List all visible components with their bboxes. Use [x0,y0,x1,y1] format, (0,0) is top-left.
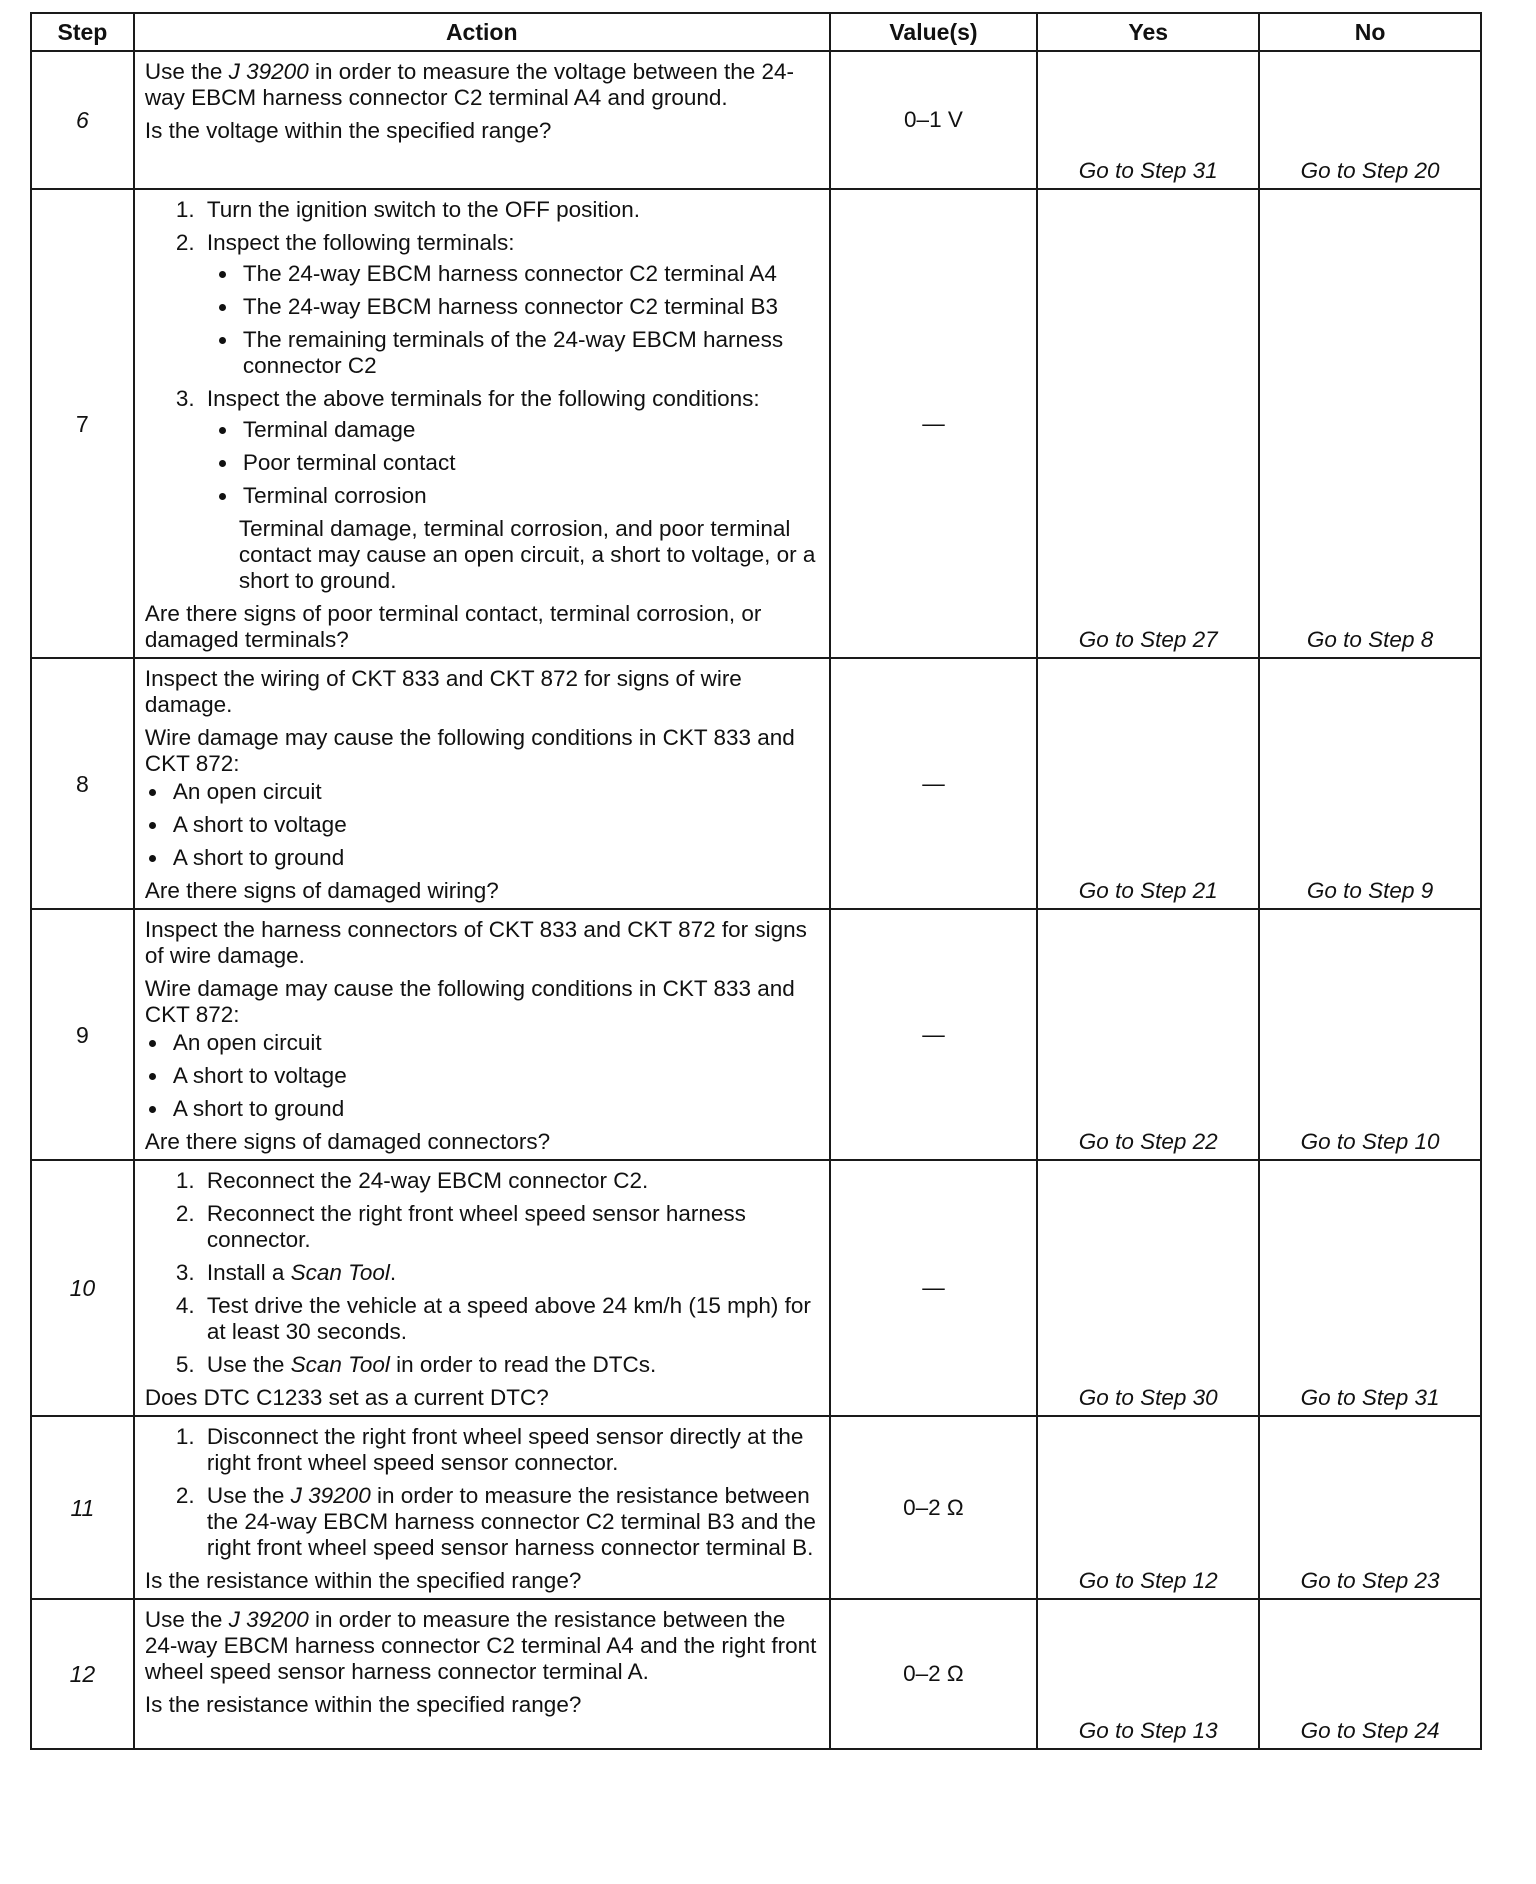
list-item: • A short to voltage [169,812,821,838]
tool-name: J 39200 [228,59,309,84]
no-link[interactable]: Go to Step 20 [1259,51,1481,189]
value-cell: 0–1 V [830,51,1038,189]
list-item: 3. Install a Scan Tool. [201,1260,821,1286]
action-intro: Inspect the harness connectors of CKT 833 and CKT 872 for signs of wire damage. [144,917,807,968]
list-item: • The remaining terminals of the 24-way EBCM harness connector C2 [239,327,821,379]
tool-name: Scan Tool [290,1352,390,1377]
terminal-list [207,261,821,379]
list-item: 2. Reconnect the right front wheel speed sensor harness connector. [201,1201,821,1253]
action-question: Is the voltage within the specified range? [144,118,552,143]
action-note: Terminal damage, terminal corrosion, and poor terminal contact may cause an open circuit, a short to voltage, or a short to ground. [238,516,816,593]
list-item: 5. Use the Scan Tool in order to read the DTCs. [201,1352,821,1378]
action-cell [134,1416,830,1599]
action-intro: Use the J 39200 in order to measure the resistance between the 24-way EBCM harness connector C2 terminal A4 and the right front wheel speed sensor harness connector terminal A. [144,1607,817,1684]
action-cell [134,189,830,658]
step-number: 8 [31,658,134,909]
condition-list [145,779,821,871]
action-steps [145,197,821,594]
action-steps [145,1424,821,1561]
table-row-step-12 [31,1599,1481,1749]
header-step: Step [31,13,134,51]
action-question: Are there signs of damaged connectors? [144,1129,551,1154]
action-cell [134,1160,830,1416]
header-yes: Yes [1037,13,1259,51]
yes-link[interactable]: Go to Step 22 [1037,909,1259,1160]
no-link[interactable]: Go to Step 31 [1259,1160,1481,1416]
step-number: 10 [31,1160,134,1416]
list-item: 2. Use the J 39200 in order to measure the resistance between the 24-way EBCM harness connector C2 terminal B3 and the right front wheel speed sensor harness connector terminal B. [201,1483,821,1561]
no-link[interactable]: Go to Step 10 [1259,909,1481,1160]
tool-name: J 39200 [290,1483,371,1508]
action-lead: Wire damage may cause the following conditions in CKT 833 and CKT 872: [144,725,795,776]
list-item: • An open circuit [169,779,821,805]
value-cell: 0–2 Ω [830,1416,1038,1599]
step-number: 7 [31,189,134,658]
step-number: 9 [31,909,134,1160]
action-cell [134,658,830,909]
action-question: Are there signs of damaged wiring? [144,878,499,903]
condition-list [145,1030,821,1122]
value-cell: — [830,189,1038,658]
yes-link[interactable]: Go to Step 31 [1037,51,1259,189]
value-cell: 0–2 Ω [830,1599,1038,1749]
header-row [31,13,1481,51]
step-number: 12 [31,1599,134,1749]
list-item: • The 24-way EBCM harness connector C2 terminal A4 [239,261,821,287]
list-item: • A short to voltage [169,1063,821,1089]
tool-name: J 39200 [228,1607,309,1632]
diagnostic-table [30,12,1482,1750]
table-row-step-7 [31,189,1481,658]
action-cell [134,1599,830,1749]
yes-link[interactable]: Go to Step 21 [1037,658,1259,909]
list-item: • The 24-way EBCM harness connector C2 terminal B3 [239,294,821,320]
table-row-step-9 [31,909,1481,1160]
action-question: Is the resistance within the specified range? [144,1568,582,1593]
step-number: 11 [31,1416,134,1599]
value-cell: — [830,1160,1038,1416]
list-item: • An open circuit [169,1030,821,1056]
table-row-step-8 [31,658,1481,909]
yes-link[interactable]: Go to Step 12 [1037,1416,1259,1599]
condition-list [207,417,821,509]
list-item: • A short to ground [169,845,821,871]
list-item: 4. Test drive the vehicle at a speed above 24 km/h (15 mph) for at least 30 seconds. [201,1293,821,1345]
list-item: • A short to ground [169,1096,821,1122]
list-item: 2. Inspect the following terminals: • The 24-way EBCM harness connector C2 terminal A4 • The 24-way EBCM harness connector C2 terminal B3 • The remaining terminals of the 24-way EBCM harness connector C2 [201,230,821,379]
table-row-step-11 [31,1416,1481,1599]
header-values: Value(s) [830,13,1038,51]
list-item: 1. Disconnect the right front wheel speed sensor directly at the right front wheel speed sensor connector. [201,1424,821,1476]
action-cell [134,909,830,1160]
action-lead: Wire damage may cause the following conditions in CKT 833 and CKT 872: [144,976,795,1027]
no-link[interactable]: Go to Step 8 [1259,189,1481,658]
yes-link[interactable]: Go to Step 30 [1037,1160,1259,1416]
yes-link[interactable]: Go to Step 27 [1037,189,1259,658]
no-link[interactable]: Go to Step 9 [1259,658,1481,909]
no-link[interactable]: Go to Step 23 [1259,1416,1481,1599]
list-item: 3. Inspect the above terminals for the following conditions: • Terminal damage • Poor terminal contact • Terminal corrosion Terminal damage, terminal corrosion, and poor terminal contact may cause an open circuit, a short to voltage, or a short to ground. [201,386,821,594]
step-number: 6 [31,51,134,189]
header-action: Action [134,13,830,51]
list-item: • Terminal corrosion [239,483,821,509]
tool-name: Scan Tool [290,1260,390,1285]
yes-link[interactable]: Go to Step 13 [1037,1599,1259,1749]
action-intro: Inspect the wiring of CKT 833 and CKT 872 for signs of wire damage. [144,666,742,717]
header-no: No [1259,13,1481,51]
list-item: 1. Turn the ignition switch to the OFF position. [201,197,821,223]
no-link[interactable]: Go to Step 24 [1259,1599,1481,1749]
action-question: Is the resistance within the specified range? [144,1692,582,1717]
action-steps [145,1168,821,1378]
action-intro: Use the J 39200 in order to measure the voltage between the 24-way EBCM harness connector C2 terminal A4 and ground. [144,59,795,110]
list-item: • Poor terminal contact [239,450,821,476]
list-item: • Terminal damage [239,417,821,443]
value-cell: — [830,658,1038,909]
value-cell: — [830,909,1038,1160]
action-cell [134,51,830,189]
action-question: Are there signs of poor terminal contact, terminal corrosion, or damaged terminals? [144,601,762,652]
table-row-step-10 [31,1160,1481,1416]
table-row-step-6 [31,51,1481,189]
action-question: Does DTC C1233 set as a current DTC? [144,1385,549,1410]
list-item: 1. Reconnect the 24-way EBCM connector C2. [201,1168,821,1194]
